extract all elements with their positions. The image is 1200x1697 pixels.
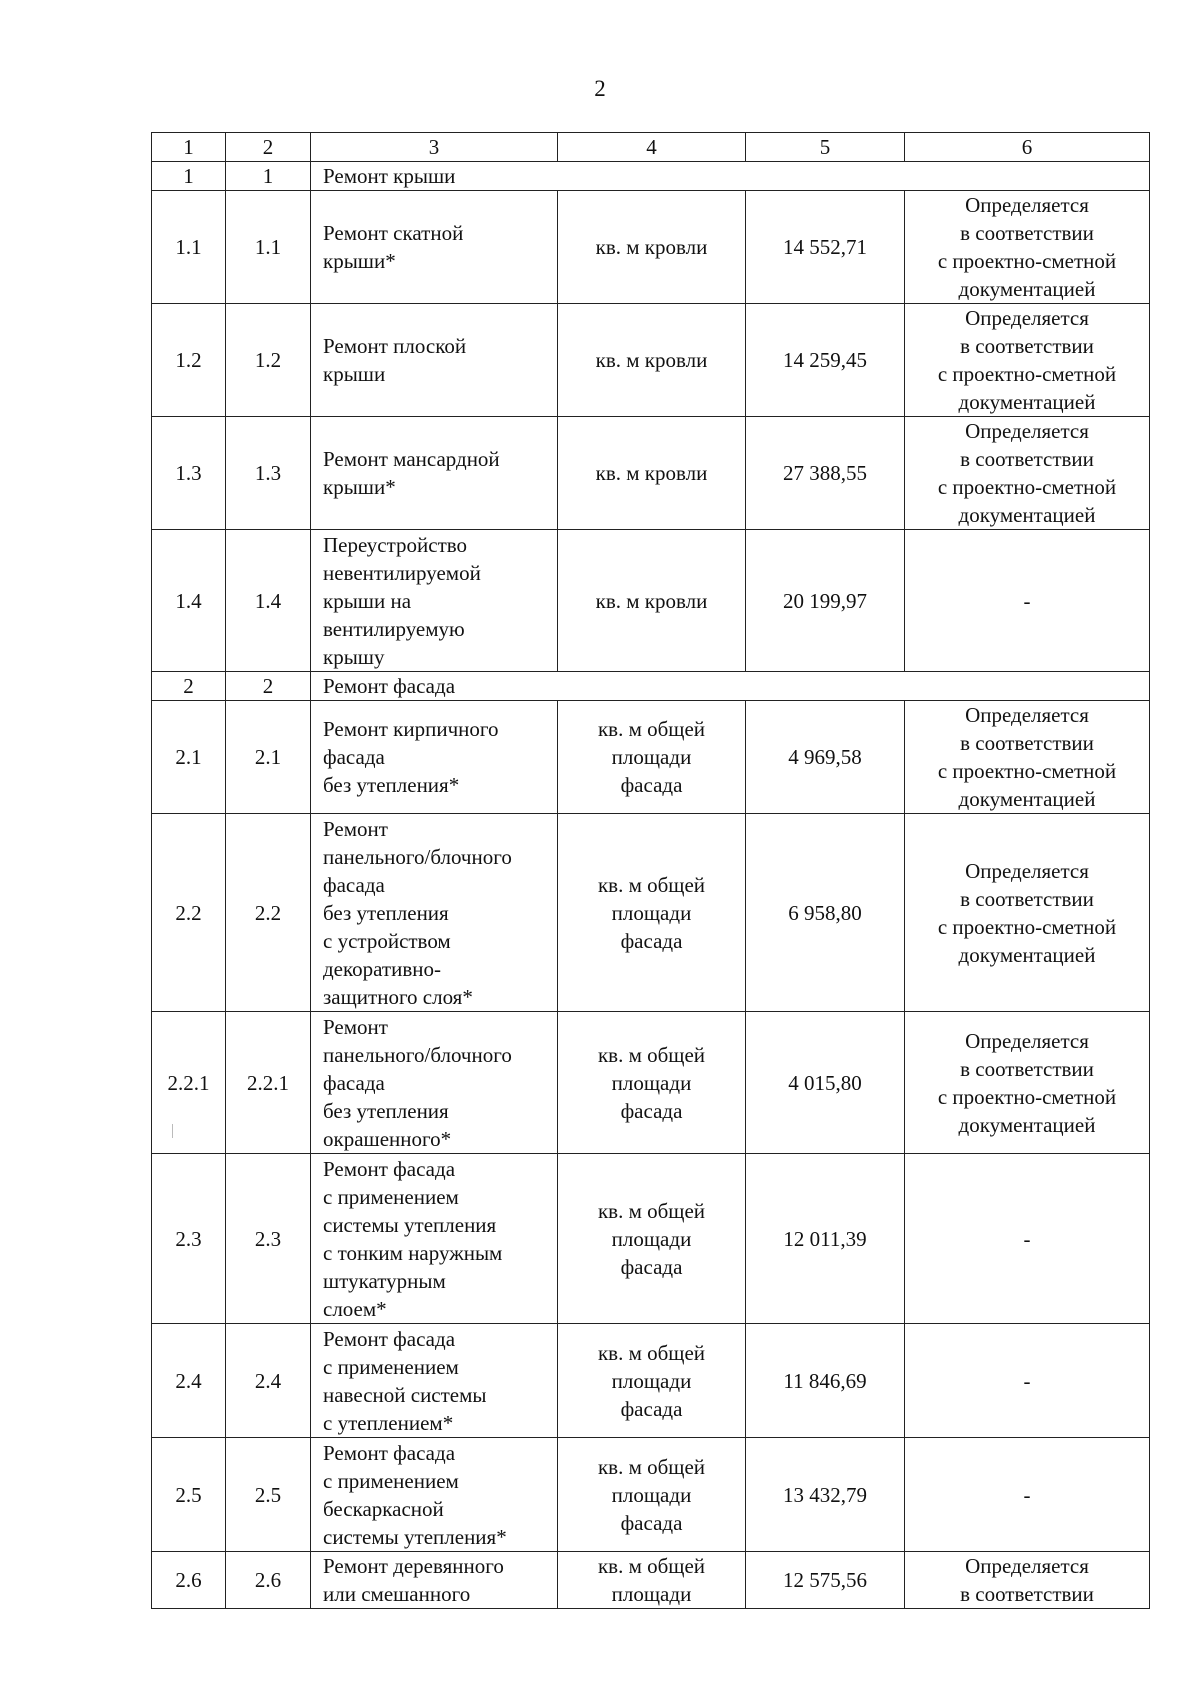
table-row — [152, 304, 1150, 417]
cost-value: 14 259,45 — [746, 304, 905, 417]
row-number: 2.2.1 — [152, 1012, 226, 1154]
section-title: Ремонт фасада — [311, 672, 1150, 701]
row-number: 2.5 — [152, 1438, 226, 1552]
work-name: Ремонт мансардной крыши* — [311, 417, 558, 530]
table-row — [152, 1012, 1150, 1154]
table-header-row — [152, 133, 1150, 162]
unit: кв. м общей площади — [558, 1552, 746, 1609]
table-row — [152, 417, 1150, 530]
table-row — [152, 530, 1150, 672]
header-cell-1: 1 — [152, 133, 226, 162]
cost-value: 20 199,97 — [746, 530, 905, 672]
row-number: 1.3 — [152, 417, 226, 530]
row-number-2: 1.3 — [226, 417, 311, 530]
cost-value: 14 552,71 — [746, 191, 905, 304]
note: Определяется в соответствии с проектно-сметной документацией — [905, 417, 1150, 530]
note: Определяется в соответствии с проектно-сметной документацией — [905, 1012, 1150, 1154]
cost-value: 11 846,69 — [746, 1324, 905, 1438]
work-name: Ремонт плоской крыши — [311, 304, 558, 417]
work-name: Ремонт фасада с применением навесной системы с утеплением* — [311, 1324, 558, 1438]
work-name: Ремонт кирпичного фасада без утепления* — [311, 701, 558, 814]
section-number-2: 2 — [226, 672, 311, 701]
section-number: 1 — [152, 162, 226, 191]
work-name: Ремонт панельного/блочного фасада без утепления с устройством декоративно- защитного слоя* — [311, 814, 558, 1012]
row-number: 2.4 — [152, 1324, 226, 1438]
table-row — [152, 1154, 1150, 1324]
row-number-2: 2.2.1 — [226, 1012, 311, 1154]
unit: кв. м общей площади фасада — [558, 1324, 746, 1438]
table-row — [152, 814, 1150, 1012]
unit: кв. м общей площади фасада — [558, 1154, 746, 1324]
note: - — [905, 530, 1150, 672]
work-name: Переустройство невентилируемой крыши на вентилируемую крышу — [311, 530, 558, 672]
work-name: Ремонт панельного/блочного фасада без утепления окрашенного* — [311, 1012, 558, 1154]
table-row — [152, 701, 1150, 814]
header-cell-4: 4 — [558, 133, 746, 162]
unit: кв. м общей площади фасада — [558, 701, 746, 814]
work-name: Ремонт фасада с применением системы утепления с тонким наружным штукатурным слоем* — [311, 1154, 558, 1324]
page-number: 2 — [594, 76, 606, 101]
table-row — [152, 1552, 1150, 1609]
row-number: 2.3 — [152, 1154, 226, 1324]
row-number-2: 2.4 — [226, 1324, 311, 1438]
section-number: 2 — [152, 672, 226, 701]
note: Определяется в соответствии с проектно-сметной документацией — [905, 701, 1150, 814]
row-number-2: 2.2 — [226, 814, 311, 1012]
work-name: Ремонт фасада с применением бескаркасной системы утепления* — [311, 1438, 558, 1552]
unit: кв. м общей площади фасада — [558, 814, 746, 1012]
row-number-2: 1.4 — [226, 530, 311, 672]
row-number-2: 2.1 — [226, 701, 311, 814]
note: Определяется в соответствии с проектно-сметной документацией — [905, 814, 1150, 1012]
row-number: 1.4 — [152, 530, 226, 672]
cost-value: 13 432,79 — [746, 1438, 905, 1552]
row-number-2: 1.2 — [226, 304, 311, 417]
cost-value: 12 575,56 — [746, 1552, 905, 1609]
unit: кв. м кровли — [558, 304, 746, 417]
scan-artifact — [172, 1124, 173, 1138]
section-title: Ремонт крыши — [311, 162, 1150, 191]
table-row — [152, 1324, 1150, 1438]
row-number-2: 2.5 — [226, 1438, 311, 1552]
cost-value: 6 958,80 — [746, 814, 905, 1012]
note: Определяется в соответствии с проектно-сметной документацией — [905, 304, 1150, 417]
row-number-2: 2.3 — [226, 1154, 311, 1324]
header-cell-5: 5 — [746, 133, 905, 162]
note: - — [905, 1154, 1150, 1324]
note: Определяется в соответствии — [905, 1552, 1150, 1609]
cost-table — [151, 132, 1150, 1609]
header-cell-2: 2 — [226, 133, 311, 162]
unit: кв. м общей площади фасада — [558, 1438, 746, 1552]
table-row — [152, 191, 1150, 304]
unit: кв. м общей площади фасада — [558, 1012, 746, 1154]
section-row-facade — [152, 672, 1150, 701]
row-number: 2.6 — [152, 1552, 226, 1609]
cost-value: 4 015,80 — [746, 1012, 905, 1154]
header-cell-3: 3 — [311, 133, 558, 162]
note: Определяется в соответствии с проектно-сметной документацией — [905, 191, 1150, 304]
row-number: 1.1 — [152, 191, 226, 304]
cost-value: 12 011,39 — [746, 1154, 905, 1324]
table-row — [152, 1438, 1150, 1552]
row-number: 2.1 — [152, 701, 226, 814]
work-name: Ремонт деревянного или смешанного — [311, 1552, 558, 1609]
section-number-2: 1 — [226, 162, 311, 191]
unit: кв. м кровли — [558, 417, 746, 530]
row-number-2: 1.1 — [226, 191, 311, 304]
header-cell-6: 6 — [905, 133, 1150, 162]
work-name: Ремонт скатной крыши* — [311, 191, 558, 304]
section-row-roof — [152, 162, 1150, 191]
note: - — [905, 1324, 1150, 1438]
row-number: 1.2 — [152, 304, 226, 417]
unit: кв. м кровли — [558, 191, 746, 304]
cost-value: 4 969,58 — [746, 701, 905, 814]
cost-value: 27 388,55 — [746, 417, 905, 530]
row-number-2: 2.6 — [226, 1552, 311, 1609]
row-number: 2.2 — [152, 814, 226, 1012]
note: - — [905, 1438, 1150, 1552]
unit: кв. м кровли — [558, 530, 746, 672]
